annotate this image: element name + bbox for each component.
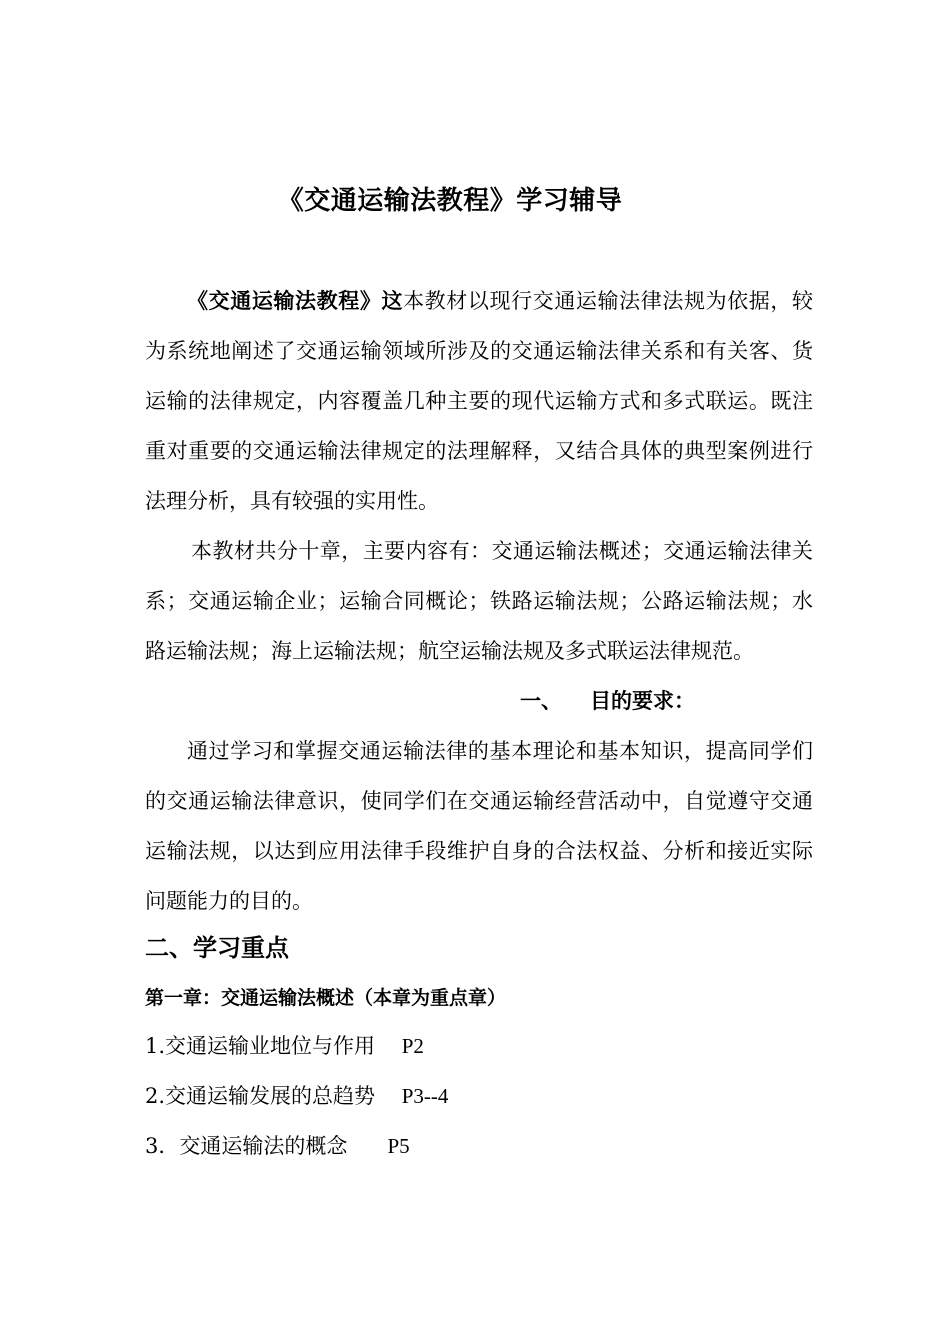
section-heading-objectives [520,676,695,726]
chapter-heading: 第一章：交通运输法概述（本章为重点章） [145,987,507,1009]
list-item-page: P3--4 [401,1084,449,1108]
document-title: 《交通运输法教程》学习辅导 [277,186,623,216]
section-heading-key-points: 二、学习重点 [145,934,289,962]
intro-paragraph [145,276,813,526]
contents-paragraph: 本教材共分十章，主要内容有：交通运输法概述；交通运输法律关系；交通运输企业；运输合同概论；铁路运输法规；公路运输法规；水路运输法规；海上运输法规；航空运输法规及多式联运法律规范。 [145,539,813,663]
list-item-page: P2 [401,1034,424,1058]
list-item [145,1021,424,1071]
intro-lead: 《交通运输法教程》这 [187,289,404,313]
intro-text: 本教材以现行交通运输法律法规为依据，较为系统地阐述了交通运输领域所涉及的交通运输法律关系和有关客、货运输的法律规定，内容覆盖几种主要的现代运输方式和多式联运。既注重对重要的交通运输法律规定的法理解释，又结合具体的典型案例进行法理分析，具有较强的实用性。 [145,289,814,513]
list-item-page: P5 [387,1134,410,1158]
list-item [145,1121,410,1171]
objective-paragraph: 通过学习和掌握交通运输法律的基本理论和基本知识，提高同学们的交通运输法律意识，使同学们在交通运输经营活动中，自觉遵守交通运输法规，以达到应用法律手段维护自身的合法权益、分析和接近实际问题能力的目的。 [145,739,813,913]
list-item-label: 1.交通运输业地位与作用 [145,1034,376,1058]
list-item-label: 2.交通运输发展的总趋势 [145,1084,376,1108]
list-item-label: 3．交通运输法的概念 [145,1134,348,1158]
section-title: 目的要求： [590,689,695,713]
section-number: 一、 [520,689,562,713]
list-item [145,1071,448,1121]
